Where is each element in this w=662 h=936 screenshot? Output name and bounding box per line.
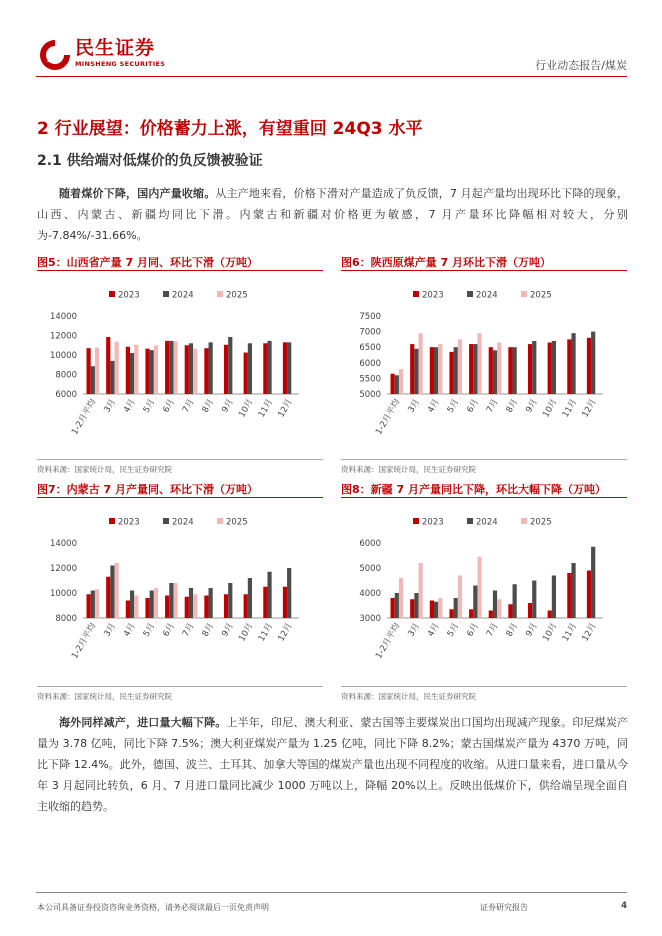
bar-2025-6月 [477,333,481,394]
figure-5-title-rule [37,270,323,271]
bar-2025-4月 [438,598,442,618]
legend-label-2023: 2023 [118,517,140,528]
bar-2024-1-2月平均 [91,366,95,394]
bar-2024-11月 [267,572,271,618]
bar-2024-10月 [248,578,252,618]
bar-2024-1-2月平均 [91,591,95,619]
y-tick-label: 8000 [55,370,77,381]
figure-5-chart [37,278,323,458]
bar-2024-3月 [110,361,114,394]
bar-2023-11月 [567,339,571,394]
legend-swatch-2024 [467,518,473,524]
x-tick-label: 9月 [524,397,540,415]
x-tick-label: 5月 [445,397,462,415]
bar-2023-1-2月平均 [391,374,395,394]
bar-2023-4月 [126,347,130,394]
figure-6-source: 资料来源：国家统计局，民生证券研究院 [341,465,476,474]
x-tick-label: 12月 [276,397,295,420]
bar-2025-7月 [497,343,501,394]
bar-2023-5月 [449,609,453,618]
legend-swatch-2023 [109,291,115,297]
y-tick-label: 8000 [55,614,77,624]
bar-2025-1-2月平均 [95,348,99,394]
legend-swatch-2024 [163,518,169,524]
y-tick-label: 6000 [55,390,77,400]
x-tick-label: 12月 [276,621,295,644]
bar-2024-10月 [552,341,556,394]
x-tick-label: 8月 [200,621,217,639]
legend-swatch-2023 [413,291,419,297]
bar-2024-12月 [287,568,291,618]
legend-swatch-2024 [163,291,169,297]
x-tick-label: 11月 [560,621,580,644]
bar-2024-7月 [189,343,193,394]
bar-2024-6月 [473,586,477,619]
bar-2025-7月 [497,599,501,618]
legend-label-2023: 2023 [422,517,444,528]
bar-2023-7月 [185,345,189,394]
bar-2025-6月 [173,583,177,618]
bar-2023-10月 [244,594,248,618]
bar-2024-9月 [228,337,232,394]
paragraph-lead: 随着煤价下降，国内产量收缩。 [59,187,216,200]
bar-2023-4月 [126,601,130,619]
bar-2024-4月 [130,591,134,619]
bar-2025-4月 [134,596,138,619]
bar-2023-11月 [263,587,267,618]
legend-swatch-2024 [467,291,473,297]
x-tick-label: 6月 [465,397,481,415]
bar-2025-1-2月平均 [399,369,403,394]
x-tick-label: 1-2月平均 [70,621,99,661]
x-tick-label: 10月 [541,621,560,644]
x-tick-label: 6月 [161,621,177,639]
bar-2023-4月 [430,347,434,394]
legend-swatch-2025 [521,291,527,297]
bar-2023-4月 [430,601,434,619]
y-tick-label: 14000 [49,312,77,322]
figure-8-chart [341,505,627,685]
x-tick-label: 5月 [141,397,158,415]
bar-2023-9月 [528,344,532,394]
y-tick-label: 3000 [359,614,381,624]
bar-2023-7月 [489,611,493,619]
x-tick-label: 3月 [102,397,119,415]
figure-5-source: 资料来源：国家统计局，民生证券研究院 [37,465,172,474]
bar-2023-3月 [106,337,110,394]
x-tick-label: 1-2月平均 [374,621,403,661]
x-tick-label: 8月 [200,397,217,415]
y-tick-label: 4000 [359,589,381,599]
legend-label-2023: 2023 [118,290,140,301]
y-tick-label: 7500 [359,312,381,322]
bar-2024-9月 [532,341,536,394]
figure-8-title: 图8：新疆 7 月产量同比下降，环比大幅下降（万吨） [341,483,606,496]
x-tick-label: 1-2月平均 [374,397,403,437]
x-tick-label: 10月 [237,621,256,644]
section-title: 2 行业展望：价格蓄力上涨，有望重回 24Q3 水平 [37,119,423,139]
report-type: 行业动态报告/煤炭 [535,59,627,72]
legend-label-2023: 2023 [422,290,444,301]
bar-2024-10月 [552,576,556,619]
brand-logo-icon [38,38,72,70]
brand-name-en: MINSHENG SECURITIES [75,60,166,68]
figure-5-title: 图5：山西省产量 7 月同、环比下滑（万吨） [37,256,258,269]
bar-2024-7月 [189,588,193,618]
bar-2023-9月 [224,345,228,394]
x-tick-label: 8月 [504,621,521,639]
bar-2023-12月 [283,342,287,394]
subsection-title: 2.1 供给端对低煤价的负反馈被验证 [37,153,263,169]
y-tick-label: 14000 [49,539,77,549]
bar-2023-1-2月平均 [87,594,91,618]
figure-8-title-rule [341,497,627,498]
y-tick-label: 6500 [359,343,381,354]
bar-2023-8月 [508,604,512,618]
bar-2024-9月 [532,581,536,619]
bar-2023-9月 [224,594,228,618]
legend-label-2024: 2024 [476,290,498,301]
x-tick-label: 9月 [524,621,540,639]
x-tick-label: 10月 [237,397,256,420]
x-tick-label: 7月 [180,621,197,639]
footer-disclaimer: 本公司具备证券投资咨询业务资格，请务必阅读最后一页免责声明 [37,903,269,912]
figure-8-source: 资料来源：国家统计局，民生证券研究院 [341,692,476,701]
bar-2024-12月 [591,332,595,394]
bar-2024-5月 [454,347,458,394]
y-tick-label: 12000 [49,564,77,574]
x-tick-label: 6月 [161,397,177,415]
bar-2023-7月 [185,597,189,618]
bar-2023-9月 [528,603,532,618]
bar-2023-3月 [106,577,110,618]
x-tick-label: 12月 [580,621,599,644]
bar-2024-11月 [267,341,271,394]
x-tick-label: 11月 [256,397,276,420]
footer-doc-type: 证券研究报告 [480,903,528,912]
bar-2025-4月 [438,344,442,394]
bar-2024-3月 [110,566,114,619]
x-tick-label: 7月 [484,621,501,639]
bar-2023-8月 [204,596,208,619]
bar-2023-5月 [449,352,453,394]
bar-2023-8月 [508,347,512,394]
y-tick-label: 6000 [359,539,381,549]
figure-6-title: 图6：陕西原煤产量 7 月环比下滑（万吨） [341,256,551,269]
paragraph-overseas-output [37,712,628,817]
x-tick-label: 3月 [406,621,423,639]
bar-2025-3月 [115,563,119,618]
x-tick-label: 9月 [220,621,236,639]
x-tick-label: 4月 [122,621,138,639]
x-tick-label: 11月 [560,397,580,420]
bar-2024-8月 [209,588,213,618]
bar-2025-1-2月平均 [95,589,99,618]
figure-7-source-rule [37,686,323,687]
figure-7-title: 图7：内蒙古 7 月产量同、环比下滑（万吨） [37,483,258,496]
bar-2025-7月 [193,594,197,618]
x-tick-label: 5月 [445,621,462,639]
x-tick-label: 10月 [541,397,560,420]
bar-2024-11月 [571,333,575,394]
paragraph-body: 从主产地来看，价格下滑对产量造成了负反馈，7 月起产量均出现环比下降的现象，山西、内蒙古、新疆均同比下滑。内蒙古和新疆对价格更为敏感，7 月产量环比降幅相对较大，分别为-7.84%/-31.66%。 [37,187,629,242]
y-tick-label: 12000 [49,331,77,342]
figure-8-source-rule [341,686,627,687]
legend-label-2025: 2025 [530,517,552,528]
bar-2025-6月 [477,557,481,618]
y-tick-label: 6000 [359,358,381,369]
bar-2024-8月 [513,347,517,394]
bar-2024-9月 [228,583,232,618]
legend-swatch-2023 [413,518,419,524]
y-tick-label: 5000 [359,564,381,574]
bar-2023-3月 [410,599,414,618]
figure-6-source-rule [341,459,627,460]
bar-2024-5月 [150,350,154,394]
legend-swatch-2025 [521,518,527,524]
bar-2023-1-2月平均 [87,348,91,394]
figure-5-source-rule [37,459,323,460]
bar-2024-11月 [571,563,575,618]
bar-2023-5月 [145,349,149,394]
x-tick-label: 11月 [256,621,276,644]
legend-swatch-2025 [217,518,223,524]
header-divider [36,76,627,77]
bar-2024-4月 [434,602,438,618]
figure-7-chart [37,505,323,685]
legend-label-2024: 2024 [172,517,194,528]
page-number: 4 [621,901,627,911]
figure-7-title-rule [37,497,323,498]
bar-2025-3月 [419,563,423,618]
bar-2024-5月 [150,591,154,619]
bar-2024-5月 [454,598,458,618]
bar-2024-7月 [493,350,497,394]
bar-2023-12月 [587,338,591,394]
bar-2025-5月 [154,588,158,618]
x-tick-label: 12月 [580,397,599,420]
y-tick-label: 10000 [49,351,77,361]
bar-2025-3月 [115,342,119,394]
bar-2023-10月 [548,343,552,394]
bar-2024-6月 [169,341,173,394]
bar-2024-3月 [414,349,418,394]
bar-2023-8月 [204,348,208,394]
x-tick-label: 3月 [102,621,119,639]
x-tick-label: 4月 [426,397,442,415]
brand-name: 民生证券 [75,37,156,59]
bar-2024-6月 [169,583,173,618]
y-tick-label: 5000 [359,390,381,400]
bar-2023-6月 [165,341,169,394]
x-tick-label: 9月 [220,397,236,415]
bar-2023-11月 [263,343,267,394]
y-tick-label: 7000 [359,327,381,338]
bar-2023-7月 [489,347,493,394]
bar-2023-12月 [587,571,591,619]
legend-swatch-2025 [217,291,223,297]
figure-6-title-rule [341,270,627,271]
footer-divider [36,892,627,893]
bar-2023-6月 [469,344,473,394]
bar-2024-4月 [434,347,438,394]
x-tick-label: 4月 [122,397,138,415]
bar-2023-6月 [469,609,473,618]
bar-2024-6月 [473,344,477,394]
paragraph-lead: 海外同样减产，进口量大幅下降。 [59,716,227,729]
bar-2023-1-2月平均 [391,598,395,618]
legend-label-2024: 2024 [476,517,498,528]
bar-2023-10月 [244,353,248,394]
bar-2025-5月 [154,345,158,394]
bar-2023-11月 [567,573,571,618]
bar-2024-8月 [513,584,517,618]
x-tick-label: 6月 [465,621,481,639]
y-tick-label: 5500 [359,374,381,385]
y-tick-label: 10000 [49,589,77,599]
legend-label-2025: 2025 [530,290,552,301]
bar-2024-4月 [130,353,134,394]
figure-6-chart [341,278,627,458]
x-tick-label: 3月 [406,397,423,415]
legend-label-2025: 2025 [226,517,248,528]
bar-2025-6月 [173,341,177,394]
bar-2024-1-2月平均 [395,593,399,618]
x-tick-label: 7月 [484,397,501,415]
bar-2024-7月 [493,591,497,619]
bar-2024-10月 [248,343,252,394]
x-tick-label: 7月 [180,397,197,415]
legend-label-2025: 2025 [226,290,248,301]
bar-2025-7月 [193,349,197,394]
legend-label-2024: 2024 [172,290,194,301]
x-tick-label: 8月 [504,397,521,415]
bar-2024-1-2月平均 [395,375,399,394]
legend-swatch-2023 [109,518,115,524]
x-tick-label: 4月 [426,621,442,639]
bar-2023-6月 [165,596,169,619]
bar-2025-4月 [134,345,138,394]
bar-2023-5月 [145,598,149,618]
bar-2024-8月 [209,342,213,394]
bar-2023-12月 [283,587,287,618]
x-tick-label: 5月 [141,621,158,639]
bar-2024-12月 [287,342,291,394]
paragraph-domestic-output [37,183,628,246]
bar-2025-1-2月平均 [399,578,403,618]
bar-2025-5月 [458,339,462,394]
bar-2023-10月 [548,611,552,619]
figure-7-source: 资料来源：国家统计局，民生证券研究院 [37,692,172,701]
bar-2023-3月 [410,344,414,394]
bar-2024-3月 [414,593,418,618]
bar-2024-12月 [591,547,595,618]
paragraph-body: 上半年，印尼、澳大利亚、蒙古国等主要煤炭出口国均出现减产现象。印尼煤炭产量为 3.78 亿吨，同比下降 7.5%；澳大利亚煤炭产量为 1.25 亿吨，同比下降 8.2%；蒙古国煤炭产量为 4370 万吨，同比下降 12.4%。此外，德国、波兰、土耳其、加拿大等国的煤炭产量也出现不同程度的收缩。从进口量来看，进口量从今年 3 月起同比转负，6 月、7 月进口量同比减少 1000 万吨以上，降幅 20%以上。反映出低煤价下，供给端呈现全面自主收缩的趋势。 [37,716,629,813]
x-tick-label: 1-2月平均 [70,397,99,437]
bar-2025-5月 [458,576,462,619]
bar-2025-3月 [419,333,423,394]
